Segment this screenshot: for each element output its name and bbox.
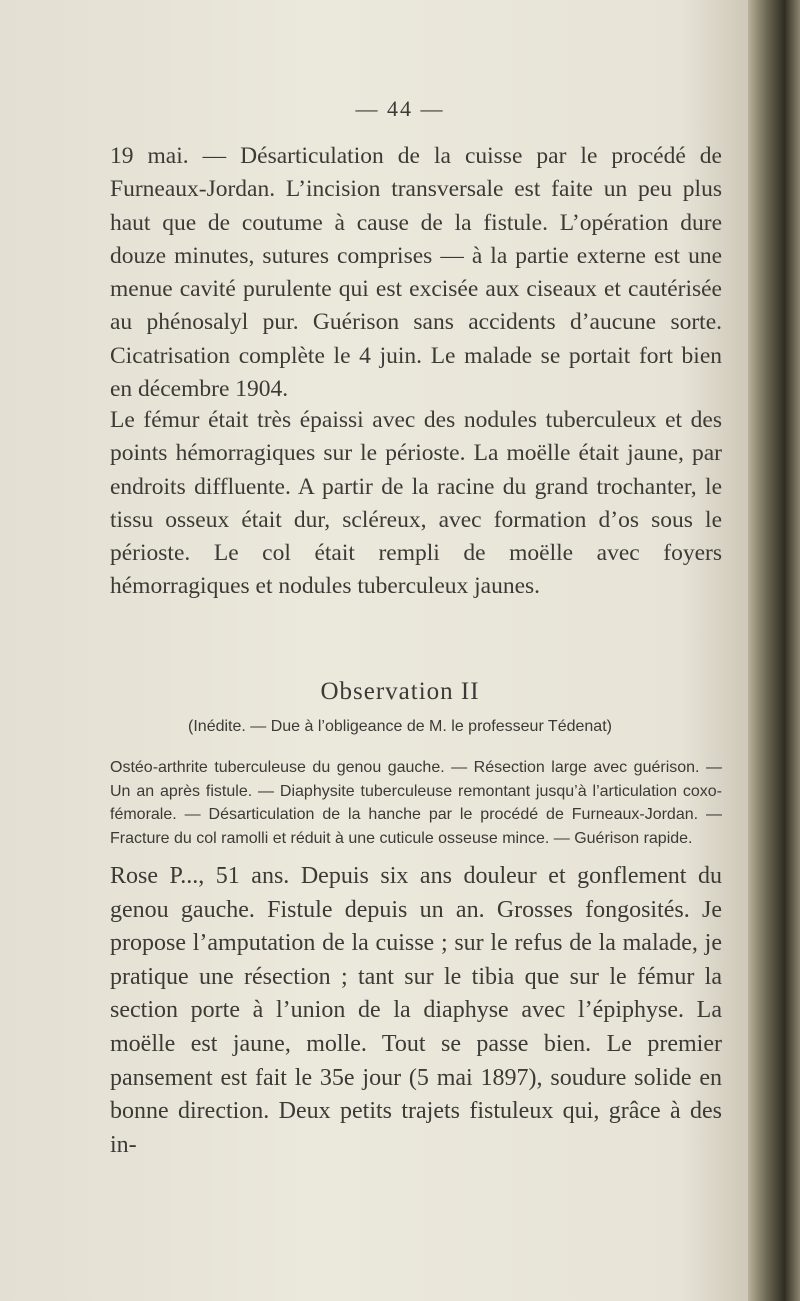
text-block-1: [110, 140, 722, 406]
paragraph-3: Rose P..., 51 ans. Depuis six ans douleur et gonflement du genou gauche. Fistule depuis un an. Grosses fongosités. Je propose l’amputation de la cuisse ; sur le refus de la malade, je pratique une résection ; tant sur le tibia que sur le fémur la section porte à l’union de la diaphyse avec l’épiphyse. La moëlle est jaune, molle. Tout se passe bien. Le premier pansement est fait le 35e jour (5 mai 1897), soudure solide en bonne direction. Deux petits trajets fistuleux qui, grâce à des in-: [110, 863, 722, 1158]
case-summary: Ostéo-arthrite tuberculeuse du genou gauche. — Résection large avec guérison. — Un an après fistule. — Diaphysite tuberculeuse remontant jusqu’à l’articulation coxo-fémorale. — Désarticulation de la hanche par le procédé de Furneaux-Jordan. — Fracture du col ramolli et réduit à une cuticule osseuse mince. — Guérison rapide.: [110, 759, 722, 847]
page-number: — 44 —: [355, 96, 445, 121]
page-edge-shadow: [748, 0, 800, 1301]
text-block-2: [110, 404, 722, 604]
text-block-3: [110, 860, 722, 1162]
observation-title: Observation II: [320, 678, 480, 705]
observation-subtitle: (Inédite. — Due à l’obligeance de M. le professeur Tédenat): [188, 718, 612, 735]
paragraph-2: Le fémur était très épaissi avec des nodules tuberculeux et des points hémorragiques sur le périoste. La moëlle était jaune, par endroits diffluente. A partir de la racine du grand trochanter, le tissu osseux était dur, scléreux, avec formation d’os sous le périoste. Le col était rempli de moëlle avec foyers hémorragiques et nodules tuberculeux jaunes.: [110, 407, 722, 600]
paragraph-1: 19 mai. — Désarticulation de la cuisse par le procédé de Furneaux-Jordan. L’incision transversale est faite un peu plus haut que de coutume à cause de la fistule. L’opération dure douze minutes, sutures comprises — à la partie externe est une menue cavité purulente qui est excisée aux ciseaux et cautérisée au phénosalyl pur. Guérison sans accidents d’aucune sorte. Cicatrisation complète le 4 juin. Le malade se portait fort bien en décembre 1904.: [110, 143, 722, 403]
